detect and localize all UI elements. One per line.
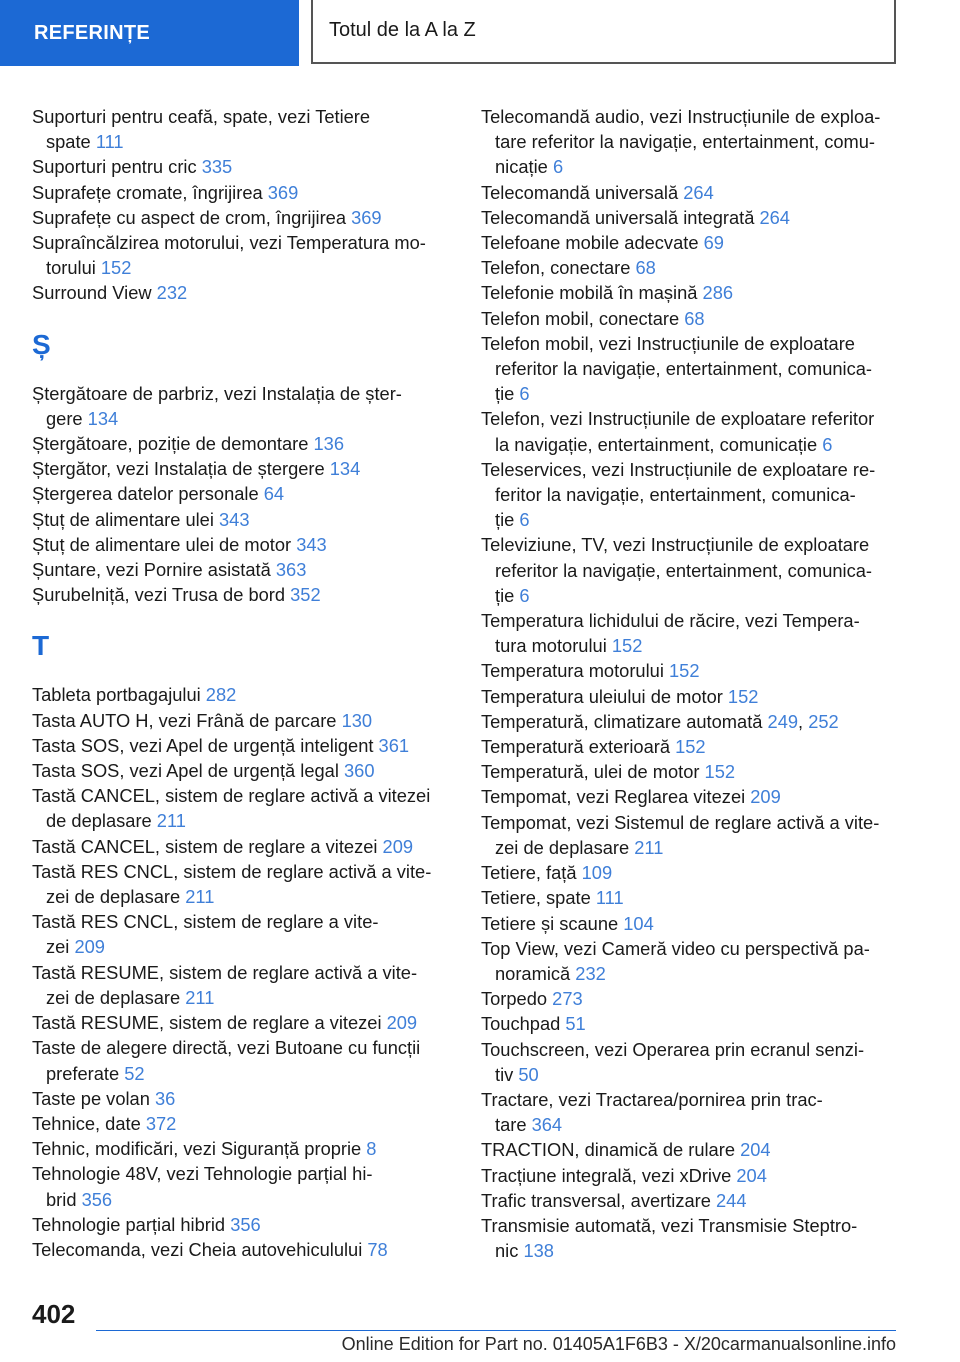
footer-rule: [96, 1330, 896, 1331]
page-link[interactable]: 360: [344, 760, 375, 782]
entry-text: Temperatură, ulei de motor: [481, 761, 705, 783]
entry-text: tiv: [495, 1063, 519, 1085]
page-link[interactable]: 204: [740, 1139, 771, 1161]
entry-text: Ștergător, vezi Instalația de ștergere: [32, 458, 330, 480]
page-link[interactable]: 152: [100, 257, 132, 279]
index-entry: [32, 557, 452, 582]
entry-text: Șuntare, vezi Pornire asistată: [32, 559, 276, 581]
entry-text: Suporturi pentru cric: [32, 156, 202, 178]
entry-text: noramică: [495, 962, 576, 984]
page-link[interactable]: 211: [185, 886, 215, 908]
page-link[interactable]: 232: [575, 962, 606, 984]
entry-text: Ștuț de alimentare ulei: [32, 508, 219, 530]
index-entry: [32, 381, 452, 431]
entry-text: Teleservices, vezi Instrucțiunile de exploatare re-: [481, 458, 876, 480]
entry-text: Supraîncălzirea motorului, vezi Temperatura mo-: [32, 232, 426, 254]
index-entry: [32, 708, 452, 733]
page-link[interactable]: 343: [296, 533, 327, 555]
entry-text: tare referitor la navigație, entertainment, comu-: [495, 131, 876, 153]
index-column-left: [32, 104, 452, 1262]
index-entry: [481, 104, 901, 180]
entry-text: la navigație, entertainment, comunicație: [495, 433, 823, 455]
entry-text: Tastă CANCEL, sistem de reglare activă a vitezei: [32, 785, 431, 807]
index-entry: [32, 758, 452, 783]
entry-text: Top View, vezi Cameră video cu perspectivă pa-: [481, 937, 870, 959]
entry-text: Tehnice, date: [32, 1112, 146, 1134]
entry-text: Tastă RES CNCL, sistem de reglare activă a vite-: [32, 860, 432, 882]
entry-text: Telefon, conectare: [481, 257, 636, 279]
entry-text: Tasta SOS, vezi Apel de urgență inteligent: [32, 734, 379, 756]
index-entry: [481, 936, 901, 986]
page-link[interactable]: 152: [675, 736, 706, 758]
entry-text: ție: [495, 509, 520, 531]
page-link[interactable]: 209: [382, 835, 414, 857]
entry-text: feritor la navigație, entertainment, comunica-: [495, 484, 856, 506]
page-link[interactable]: 6: [519, 383, 530, 405]
entry-text: Tehnic, modificări, vezi Siguranță proprie: [32, 1138, 367, 1160]
index-entry: [481, 1137, 901, 1162]
index-entry: [481, 230, 901, 255]
entry-text: Telecomandă audio, vezi Instrucțiunile de exploa-: [481, 106, 881, 127]
page-link[interactable]: 273: [552, 988, 583, 1010]
page-link[interactable]: 209: [386, 1012, 418, 1034]
page-link[interactable]: 50: [518, 1063, 539, 1085]
index-entry: [481, 734, 901, 759]
entry-text: Taste de alegere directă, vezi Butoane cu funcții: [32, 1037, 421, 1059]
entry-text: Tastă RESUME, sistem de reglare a vitezei: [32, 1012, 387, 1034]
page-link[interactable]: 152: [668, 660, 700, 682]
entry-text: zei de deplasare: [46, 886, 186, 908]
index-entry: [481, 1087, 901, 1137]
page-link[interactable]: 211: [156, 810, 186, 832]
page-separator: ,: [798, 710, 809, 732]
index-entry: [32, 1237, 452, 1262]
entry-text: zei de deplasare: [46, 986, 186, 1008]
entry-text: preferate: [46, 1062, 125, 1084]
entry-text: nicație: [495, 156, 553, 178]
index-entry: [32, 582, 452, 607]
page-link[interactable]: 8: [366, 1138, 377, 1160]
page-link[interactable]: 134: [87, 407, 119, 429]
index-entry: [481, 1037, 901, 1087]
index-entry: [32, 481, 452, 506]
entry-text: zei de deplasare: [495, 836, 635, 858]
entry-text: Tasta AUTO H, vezi Frână de parcare: [32, 709, 342, 731]
index-entry: [32, 1086, 452, 1111]
index-entry: [481, 1188, 901, 1213]
index-entry: [481, 911, 901, 936]
page-link[interactable]: 6: [552, 156, 564, 178]
entry-text: referitor la navigație, entertainment, comunica-: [495, 358, 872, 380]
page-link[interactable]: 211: [185, 986, 215, 1008]
index-entry: [481, 255, 901, 280]
entry-text: ție: [495, 383, 520, 405]
page-link[interactable]: 356: [230, 1213, 261, 1235]
entry-text: Tasta SOS, vezi Apel de urgență legal: [32, 760, 344, 782]
index-entry: [32, 205, 452, 230]
entry-text: Șurubelniță, vezi Trusa de bord: [32, 584, 291, 606]
index-column-right: [481, 104, 901, 1263]
page-link[interactable]: 68: [635, 257, 656, 279]
index-entry: [481, 658, 901, 683]
index-entry: [481, 759, 901, 784]
entry-text: Temperatura lichidului de răcire, vezi Tempera-: [481, 610, 860, 632]
entry-text: TRACTION, dinamică de rulare: [481, 1139, 741, 1161]
footer-edition: [308, 1334, 896, 1360]
index-entry: [481, 280, 901, 305]
page-link[interactable]: 109: [581, 862, 613, 884]
page-link[interactable]: 51: [565, 1013, 586, 1035]
page-link[interactable]: 69: [703, 232, 724, 254]
index-entry: [481, 180, 901, 205]
entry-text: zei: [46, 936, 75, 958]
index-entry: [32, 1035, 452, 1085]
index-entry: [481, 1163, 901, 1188]
page-link[interactable]: 138: [523, 1240, 554, 1262]
page-link[interactable]: 152: [727, 685, 759, 707]
page-link[interactable]: 134: [329, 458, 361, 480]
entry-text: Tastă CANCEL, sistem de reglare a vitezei: [32, 835, 383, 857]
index-entry: [32, 783, 452, 833]
index-entry: [32, 733, 452, 758]
page-link[interactable]: 264: [759, 206, 790, 228]
index-entry: [32, 834, 452, 859]
index-entry: [32, 180, 452, 205]
index-entry: [481, 457, 901, 533]
index-entry: [481, 709, 901, 734]
entry-text: Tehnologie 48V, vezi Tehnologie parțial hi-: [32, 1163, 373, 1185]
page-link[interactable]: 209: [74, 936, 105, 958]
page-link[interactable]: 364: [531, 1114, 563, 1136]
index-entry: [32, 1136, 452, 1161]
entry-text: Taste pe volan: [32, 1087, 155, 1109]
entry-text: Touchscreen, vezi Operarea prin ecranul senzi-: [481, 1038, 865, 1060]
index-entry: [32, 532, 452, 557]
index-entry: [481, 205, 901, 230]
index-entry: [32, 104, 452, 154]
page-link[interactable]: 52: [124, 1062, 145, 1084]
page-link[interactable]: 369: [267, 181, 299, 203]
entry-text: Telefon mobil, vezi Instrucțiunile de exploatare: [481, 332, 855, 354]
index-entry: [481, 784, 901, 809]
index-entry: [32, 230, 452, 280]
entry-text: Telefon, vezi Instrucțiunile de exploatare referitor: [481, 408, 875, 430]
page-link[interactable]: 343: [218, 508, 250, 530]
page-link[interactable]: 282: [205, 684, 237, 706]
page-link[interactable]: 252: [808, 710, 839, 732]
entry-text: Tempomat, vezi Reglarea vitezei: [481, 786, 751, 808]
entry-text: Tetiere, față: [481, 862, 582, 884]
index-entry: [481, 885, 901, 910]
page-link[interactable]: 209: [750, 786, 781, 808]
entry-text: Telefon mobil, conectare: [481, 307, 685, 329]
entry-text: Temperatura motorului: [481, 660, 669, 682]
page-link[interactable]: 335: [201, 156, 233, 178]
index-entry: [481, 684, 901, 709]
page-link[interactable]: 264: [683, 181, 714, 203]
page-link[interactable]: 204: [736, 1164, 767, 1186]
entry-text: gere: [46, 407, 88, 429]
index-entry: [32, 507, 452, 532]
page-link[interactable]: 6: [822, 433, 833, 455]
entry-text: Trafic transversal, avertizare: [481, 1189, 717, 1211]
entry-text: Televiziune, TV, vezi Instrucțiunile de exploatare: [481, 534, 870, 556]
entry-text: Ștuț de alimentare ulei de motor: [32, 533, 297, 555]
index-letter-heading: Ș: [32, 328, 51, 360]
entry-text: Tehnologie parțial hibrid: [32, 1213, 231, 1235]
page-link[interactable]: 36: [154, 1087, 176, 1109]
index-entry: [32, 682, 452, 707]
page-link[interactable]: 369: [351, 206, 382, 228]
entry-text: tare: [495, 1114, 532, 1136]
index-entry: [32, 960, 452, 1010]
page-link[interactable]: 363: [275, 559, 307, 581]
index-entry: [481, 608, 901, 658]
entry-text: spate: [46, 131, 96, 153]
page-link[interactable]: 78: [367, 1238, 388, 1260]
entry-text: Tetiere, spate: [481, 887, 596, 909]
index-entry: [32, 456, 452, 481]
entry-text: Suprafețe cu aspect de crom, îngrijirea: [32, 206, 352, 228]
page-link[interactable]: 232: [156, 282, 188, 304]
chapter-title: Totul de la A la Z: [311, 0, 896, 64]
page-link[interactable]: 356: [81, 1188, 113, 1210]
section-tab: REFERINȚE: [0, 0, 299, 66]
page-link[interactable]: 104: [623, 912, 654, 934]
entry-text: Telecomandă universală: [481, 181, 684, 203]
index-entry: [32, 1010, 452, 1035]
entry-text: Ștergătoare de parbriz, vezi Instalația de șter-: [32, 382, 402, 404]
page-link[interactable]: 152: [611, 635, 643, 657]
index-letter-heading: T: [32, 630, 50, 662]
entry-text: Suprafețe cromate, îngrijirea: [32, 181, 268, 203]
entry-text: Telefoane mobile adecvate: [481, 232, 704, 254]
entry-text: Surround View: [32, 282, 157, 304]
page-link[interactable]: 244: [716, 1189, 747, 1211]
entry-text: nic: [495, 1240, 524, 1262]
entry-text: Tracțiune integrală, vezi xDrive: [481, 1164, 737, 1186]
index-entry: [481, 1011, 901, 1036]
index-entry: [481, 331, 901, 407]
watermark-text: carmanualsonline.info: [720, 1334, 896, 1354]
entry-text: Telefonie mobilă în mașină: [481, 282, 703, 304]
page-link[interactable]: 361: [378, 734, 410, 756]
entry-text: Touchpad: [481, 1013, 566, 1035]
page-header: [0, 0, 960, 66]
entry-text: Tetiere și scaune: [481, 912, 624, 934]
page-link[interactable]: 136: [313, 433, 345, 455]
page-link[interactable]: 211: [634, 836, 664, 858]
index-entry: [32, 1212, 452, 1237]
page-link[interactable]: 64: [263, 483, 285, 505]
entry-text: Telecomandă universală integrată: [481, 206, 760, 228]
page-link[interactable]: 352: [290, 584, 321, 606]
index-entry: [481, 1213, 901, 1263]
entry-text: tura motorului: [495, 635, 612, 657]
index-entry: [32, 1161, 452, 1211]
entry-text: Telecomanda, vezi Cheia autovehiculului: [32, 1238, 368, 1260]
entry-text: Tempomat, vezi Sistemul de reglare activă a vite-: [481, 811, 880, 833]
entry-text: Transmisie automată, vezi Transmisie Steptro-: [481, 1214, 858, 1236]
entry-text: Tastă RES CNCL, sistem de reglare a vite-: [32, 911, 379, 933]
entry-text: Torpedo: [481, 988, 553, 1010]
index-entry: [32, 909, 452, 959]
index-entry: [481, 406, 901, 456]
page-link[interactable]: 6: [519, 509, 530, 531]
page-link[interactable]: 130: [341, 709, 373, 731]
page-link[interactable]: 6: [519, 584, 530, 606]
entry-text: brid: [46, 1188, 82, 1210]
entry-text: Temperatură, climatizare automată: [481, 710, 768, 732]
index-entry: [481, 810, 901, 860]
page-link[interactable]: 286: [702, 282, 734, 304]
page-link[interactable]: 372: [145, 1112, 177, 1134]
entry-text: de deplasare: [46, 810, 157, 832]
index-entry: [32, 154, 452, 179]
entry-text: Tableta portbagajului: [32, 684, 206, 706]
entry-text: Tractare, vezi Tractarea/pornirea prin trac-: [481, 1088, 823, 1110]
entry-text: torului: [46, 257, 101, 279]
entry-text: Tastă RESUME, sistem de reglare activă a vite-: [32, 961, 418, 983]
page-link[interactable]: 152: [704, 761, 736, 783]
page-link[interactable]: 68: [684, 307, 705, 329]
index-entry: [481, 532, 901, 608]
index-entry: [481, 306, 901, 331]
entry-text: referitor la navigație, entertainment, comunica-: [495, 559, 872, 581]
page-link[interactable]: 111: [95, 131, 124, 153]
edition-text: Online Edition for Part no. 01405A1F6B3 - X/20: [341, 1334, 721, 1354]
entry-text: Ștergătoare, poziție de demontare: [32, 433, 314, 455]
index-entry: [32, 859, 452, 909]
page-link[interactable]: 111: [595, 887, 624, 909]
index-entry: [481, 986, 901, 1011]
entry-text: Temperatură exterioară: [481, 736, 676, 758]
index-entry: [32, 1111, 452, 1136]
entry-text: Ștergerea datelor personale: [32, 483, 264, 505]
page-number: 402: [32, 1299, 76, 1329]
entry-text: Temperatura uleiului de motor: [481, 685, 728, 707]
index-entry: [32, 431, 452, 456]
page-link[interactable]: 249: [767, 710, 799, 732]
index-entry: [481, 860, 901, 885]
entry-text: Suporturi pentru ceafă, spate, vezi Tetiere: [32, 106, 371, 127]
index-entry: [32, 280, 452, 305]
entry-text: ție: [495, 584, 520, 606]
